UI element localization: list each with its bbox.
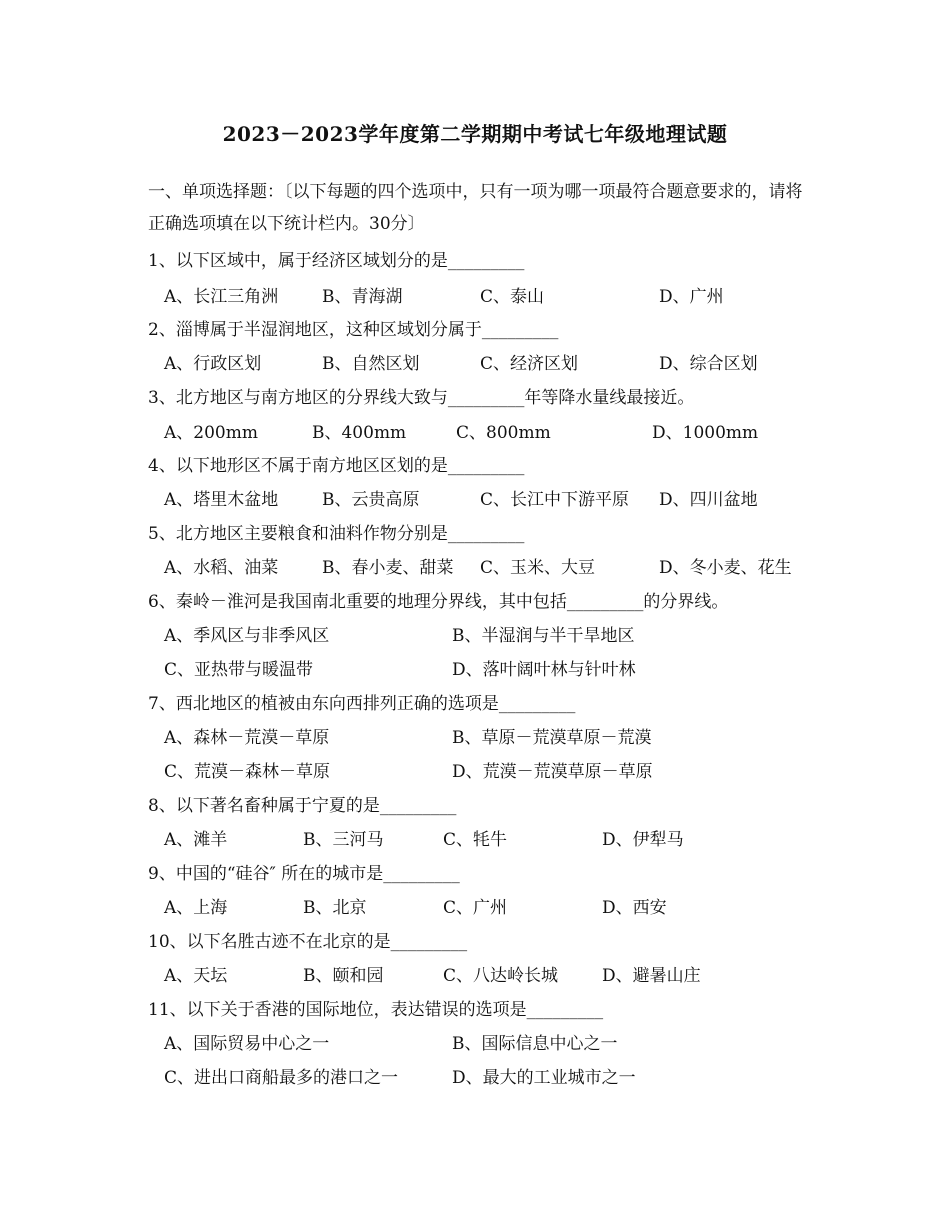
option-d: D、冬小麦、花生 bbox=[659, 558, 792, 578]
option-a: A、塔里木盆地 bbox=[164, 490, 279, 510]
option-c: C、荒漠－森林－草原 bbox=[164, 762, 331, 782]
option-b: B、半湿润与半干旱地区 bbox=[452, 626, 635, 646]
option-c: C、经济区划 bbox=[480, 354, 579, 374]
option-a: A、200mm bbox=[164, 423, 258, 443]
option-c: C、800mm bbox=[456, 423, 551, 443]
option-b: B、北京 bbox=[303, 898, 367, 918]
page-title: 2023－2023学年度第二学期期中考试七年级地理试题 bbox=[222, 122, 728, 146]
option-c: C、亚热带与暖温带 bbox=[164, 660, 314, 680]
option-d: D、综合区划 bbox=[659, 354, 758, 374]
question-stem: 6、秦岭－淮河是我国南北重要的地理分界线，其中包括_________的分界线。 bbox=[148, 592, 729, 612]
option-d: D、落叶阔叶林与针叶林 bbox=[452, 660, 636, 680]
question-stem: 7、西北地区的植被由东向西排列正确的选项是_________ bbox=[148, 694, 576, 714]
option-d: D、西安 bbox=[602, 898, 667, 918]
option-c: C、广州 bbox=[443, 898, 508, 918]
option-a: A、国际贸易中心之一 bbox=[164, 1034, 330, 1054]
question-stem: 3、北方地区与南方地区的分界线大致与_________年等降水量线最接近。 bbox=[148, 388, 695, 408]
option-a: A、滩羊 bbox=[164, 830, 228, 850]
option-b: B、草原－荒漠草原－荒漠 bbox=[452, 728, 652, 748]
question-stem: 5、北方地区主要粮食和油料作物分别是_________ bbox=[148, 524, 525, 544]
option-b: B、春小麦、甜菜 bbox=[322, 558, 454, 578]
option-a: A、水稻、油菜 bbox=[164, 558, 279, 578]
option-b: B、青海湖 bbox=[322, 287, 403, 307]
option-d: D、四川盆地 bbox=[659, 490, 758, 510]
option-a: A、季风区与非季风区 bbox=[164, 626, 330, 646]
option-a: A、上海 bbox=[164, 898, 228, 918]
option-a: A、天坛 bbox=[164, 966, 228, 986]
option-a: A、长江三角洲 bbox=[164, 287, 279, 307]
option-a: A、森林－荒漠－草原 bbox=[164, 728, 330, 748]
section-instructions: 一、单项选择题：〔以下每题的四个选项中，只有一项为哪一项最符合题意要求的，请将正确选项填在以下统计栏内。30分〕 bbox=[148, 182, 803, 234]
option-d: D、避暑山庄 bbox=[602, 966, 701, 986]
option-c: C、牦牛 bbox=[443, 830, 508, 850]
option-d: D、广州 bbox=[659, 287, 724, 307]
option-b: B、三河马 bbox=[303, 830, 384, 850]
option-b: B、400mm bbox=[312, 423, 407, 443]
option-a: A、行政区划 bbox=[164, 354, 262, 374]
option-b: B、颐和园 bbox=[303, 966, 384, 986]
question-stem: 1、以下区域中，属于经济区域划分的是_________ bbox=[148, 251, 525, 271]
option-d: D、伊犁马 bbox=[602, 830, 684, 850]
option-b: B、国际信息中心之一 bbox=[452, 1034, 618, 1054]
question-stem: 2、淄博属于半湿润地区，这种区域划分属于_________ bbox=[148, 320, 559, 340]
option-d: D、荒漠－荒漠草原－草原 bbox=[452, 762, 653, 782]
option-c: C、进出口商船最多的港口之一 bbox=[164, 1068, 399, 1088]
option-d: D、最大的工业城市之一 bbox=[452, 1068, 636, 1088]
question-stem: 11、以下关于香港的国际地位，表达错误的选项是_________ bbox=[148, 1000, 604, 1020]
question-stem: 8、以下著名畜种属于宁夏的是_________ bbox=[148, 796, 457, 816]
option-c: C、八达岭长城 bbox=[443, 966, 559, 986]
question-stem: 4、以下地形区不属于南方地区区划的是_________ bbox=[148, 456, 525, 476]
option-c: C、玉米、大豆 bbox=[480, 558, 596, 578]
option-b: B、自然区划 bbox=[322, 354, 420, 374]
question-stem: 9、中国的“硅谷″ 所在的城市是_________ bbox=[148, 864, 460, 884]
option-d: D、1000mm bbox=[652, 423, 759, 443]
option-c: C、泰山 bbox=[480, 287, 545, 307]
question-stem: 10、以下名胜古迹不在北京的是_________ bbox=[148, 932, 468, 952]
option-c: C、长江中下游平原 bbox=[480, 490, 630, 510]
option-b: B、云贵高原 bbox=[322, 490, 420, 510]
